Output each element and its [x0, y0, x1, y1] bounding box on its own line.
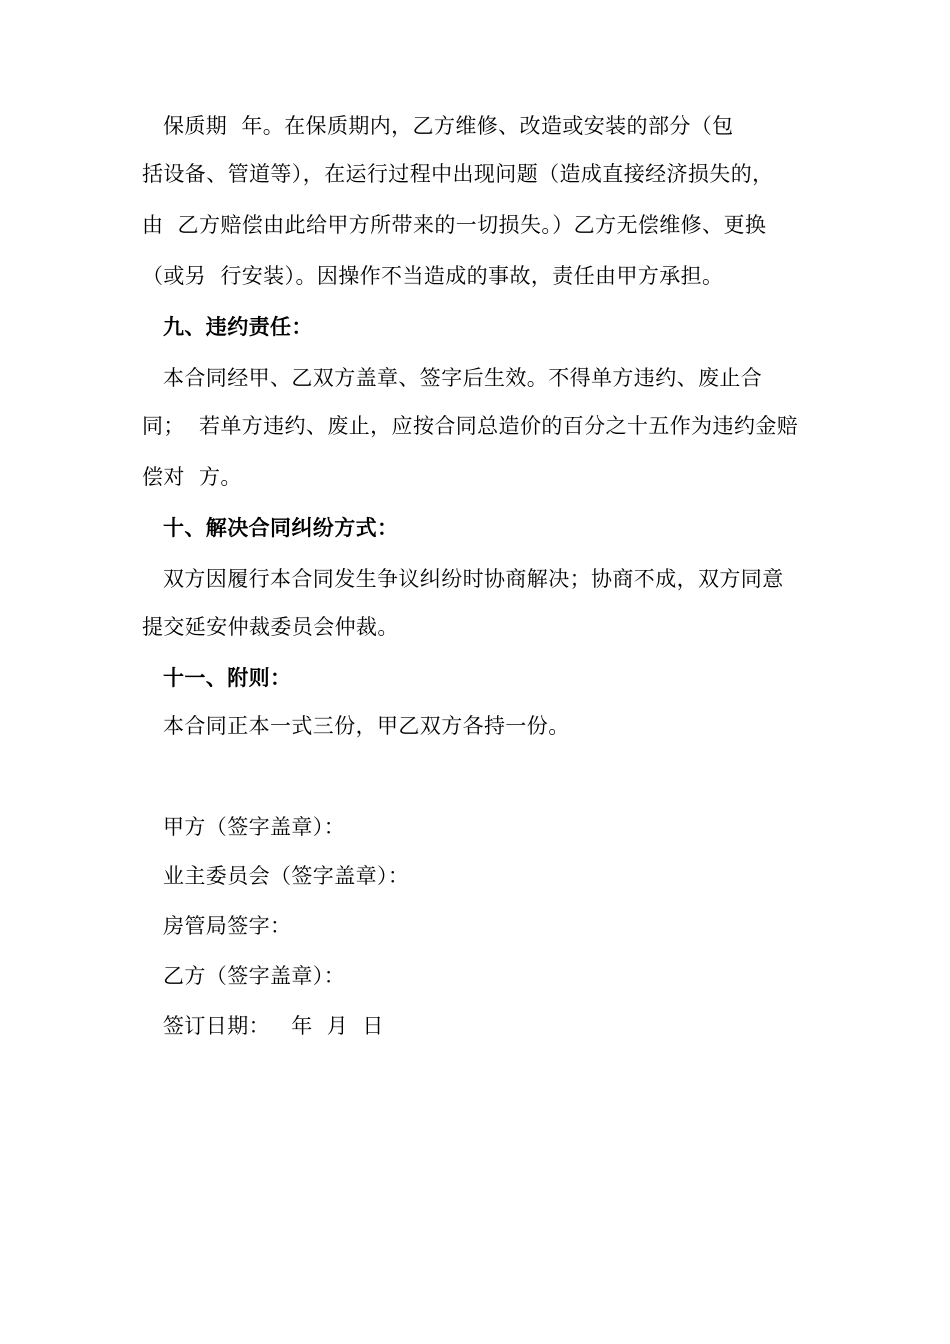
clause9-heading: 九、违约责任：: [163, 314, 313, 339]
clause9-text-line-1: 本合同经甲、乙双方盖章、签字后生效。不得单方违约、废止合: [163, 366, 763, 390]
clause10-text-line-2: 提交延安仲裁委员会仲裁。: [142, 615, 399, 639]
clause8-text-line-1: 保质期 年。在保质期内，乙方维修、改造或安装的部分（包: [163, 114, 734, 138]
sign-date: 签订日期： 年 月 日: [163, 1014, 384, 1038]
party-b-signature: 乙方（签字盖章）：: [163, 964, 346, 988]
clause9-text-line-2: 同； 若单方违约、废止，应按合同总造价的百分之十五作为违约金赔: [142, 414, 799, 438]
party-a-signature: 甲方（签字盖章）：: [163, 815, 346, 839]
clause10-heading: 十、解决合同纠纷方式：: [163, 515, 399, 540]
clause11-text-line-1: 本合同正本一式三份，甲乙双方各持一份。: [163, 714, 570, 738]
clause10-text-line-1: 双方因履行本合同发生争议纠纷时协商解决；协商不成，双方同意: [163, 567, 784, 591]
housing-bureau-signature: 房管局签字：: [163, 914, 292, 938]
owners-committee-signature: 业主委员会（签字盖章）：: [163, 864, 410, 888]
clause8-text-line-3: 由 乙方赔偿由此给甲方所带来的一切损失。）乙方无偿维修、更换: [142, 213, 767, 237]
clause11-heading: 十一、附则：: [163, 665, 292, 690]
clause8-text-line-4: （或另 行安装）。因操作不当造成的事故，责任由甲方承担。: [142, 264, 724, 288]
clause8-text-line-2: 括设备、管道等），在运行过程中出现问题（造成直接经济损失的，: [142, 162, 774, 186]
clause9-text-line-3: 偿对 方。: [142, 465, 242, 489]
